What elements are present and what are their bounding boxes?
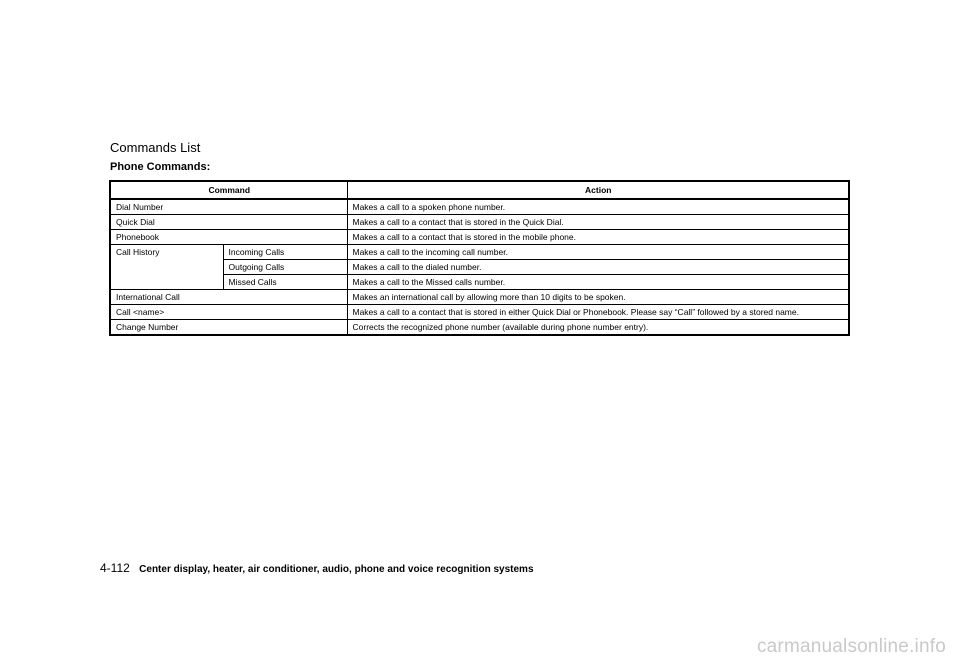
subsection-title: Phone Commands: <box>110 161 211 173</box>
table-row <box>110 215 849 230</box>
sub-command-cell: Missed Calls <box>223 275 347 290</box>
table-row <box>110 199 849 215</box>
action-cell: Makes an international call by allowing more than 10 digits to be spoken. <box>347 290 849 305</box>
action-cell: Makes a call to the incoming call number. <box>347 245 849 260</box>
sub-command-cell: Outgoing Calls <box>223 260 347 275</box>
command-cell: International Call <box>110 290 347 305</box>
table-row <box>110 320 849 336</box>
action-column-header: Action <box>347 181 849 199</box>
action-cell: Makes a call to the dialed number. <box>347 260 849 275</box>
sub-command-cell: Incoming Calls <box>223 245 347 260</box>
action-cell: Makes a call to a contact that is stored in the Quick Dial. <box>347 215 849 230</box>
command-cell: Call History <box>110 245 223 290</box>
command-cell: Call <name> <box>110 305 347 320</box>
page-footer <box>100 561 534 575</box>
page-number: 4-112 <box>100 561 130 575</box>
command-cell: Quick Dial <box>110 215 347 230</box>
table-row <box>110 305 849 320</box>
phone-commands-table <box>109 180 850 336</box>
action-cell: Corrects the recognized phone number (available during phone number entry). <box>347 320 849 336</box>
table-row <box>110 245 849 260</box>
watermark: carmanualsonline.info <box>756 636 946 657</box>
action-cell: Makes a call to a spoken phone number. <box>347 199 849 215</box>
table-row <box>110 290 849 305</box>
action-cell: Makes a call to the Missed calls number. <box>347 275 849 290</box>
table-header-row <box>110 181 849 199</box>
action-cell: Makes a call to a contact that is stored in the mobile phone. <box>347 230 849 245</box>
table-row <box>110 230 849 245</box>
command-column-header: Command <box>110 181 347 199</box>
action-cell: Makes a call to a contact that is stored in either Quick Dial or Phonebook. Please say “Call” followed by a stored name. <box>347 305 849 320</box>
command-cell: Change Number <box>110 320 347 336</box>
command-cell: Dial Number <box>110 199 347 215</box>
chapter-title: Center display, heater, air conditioner, audio, phone and voice recognition systems <box>139 564 534 575</box>
command-cell: Phonebook <box>110 230 347 245</box>
section-title: Commands List <box>110 140 201 155</box>
